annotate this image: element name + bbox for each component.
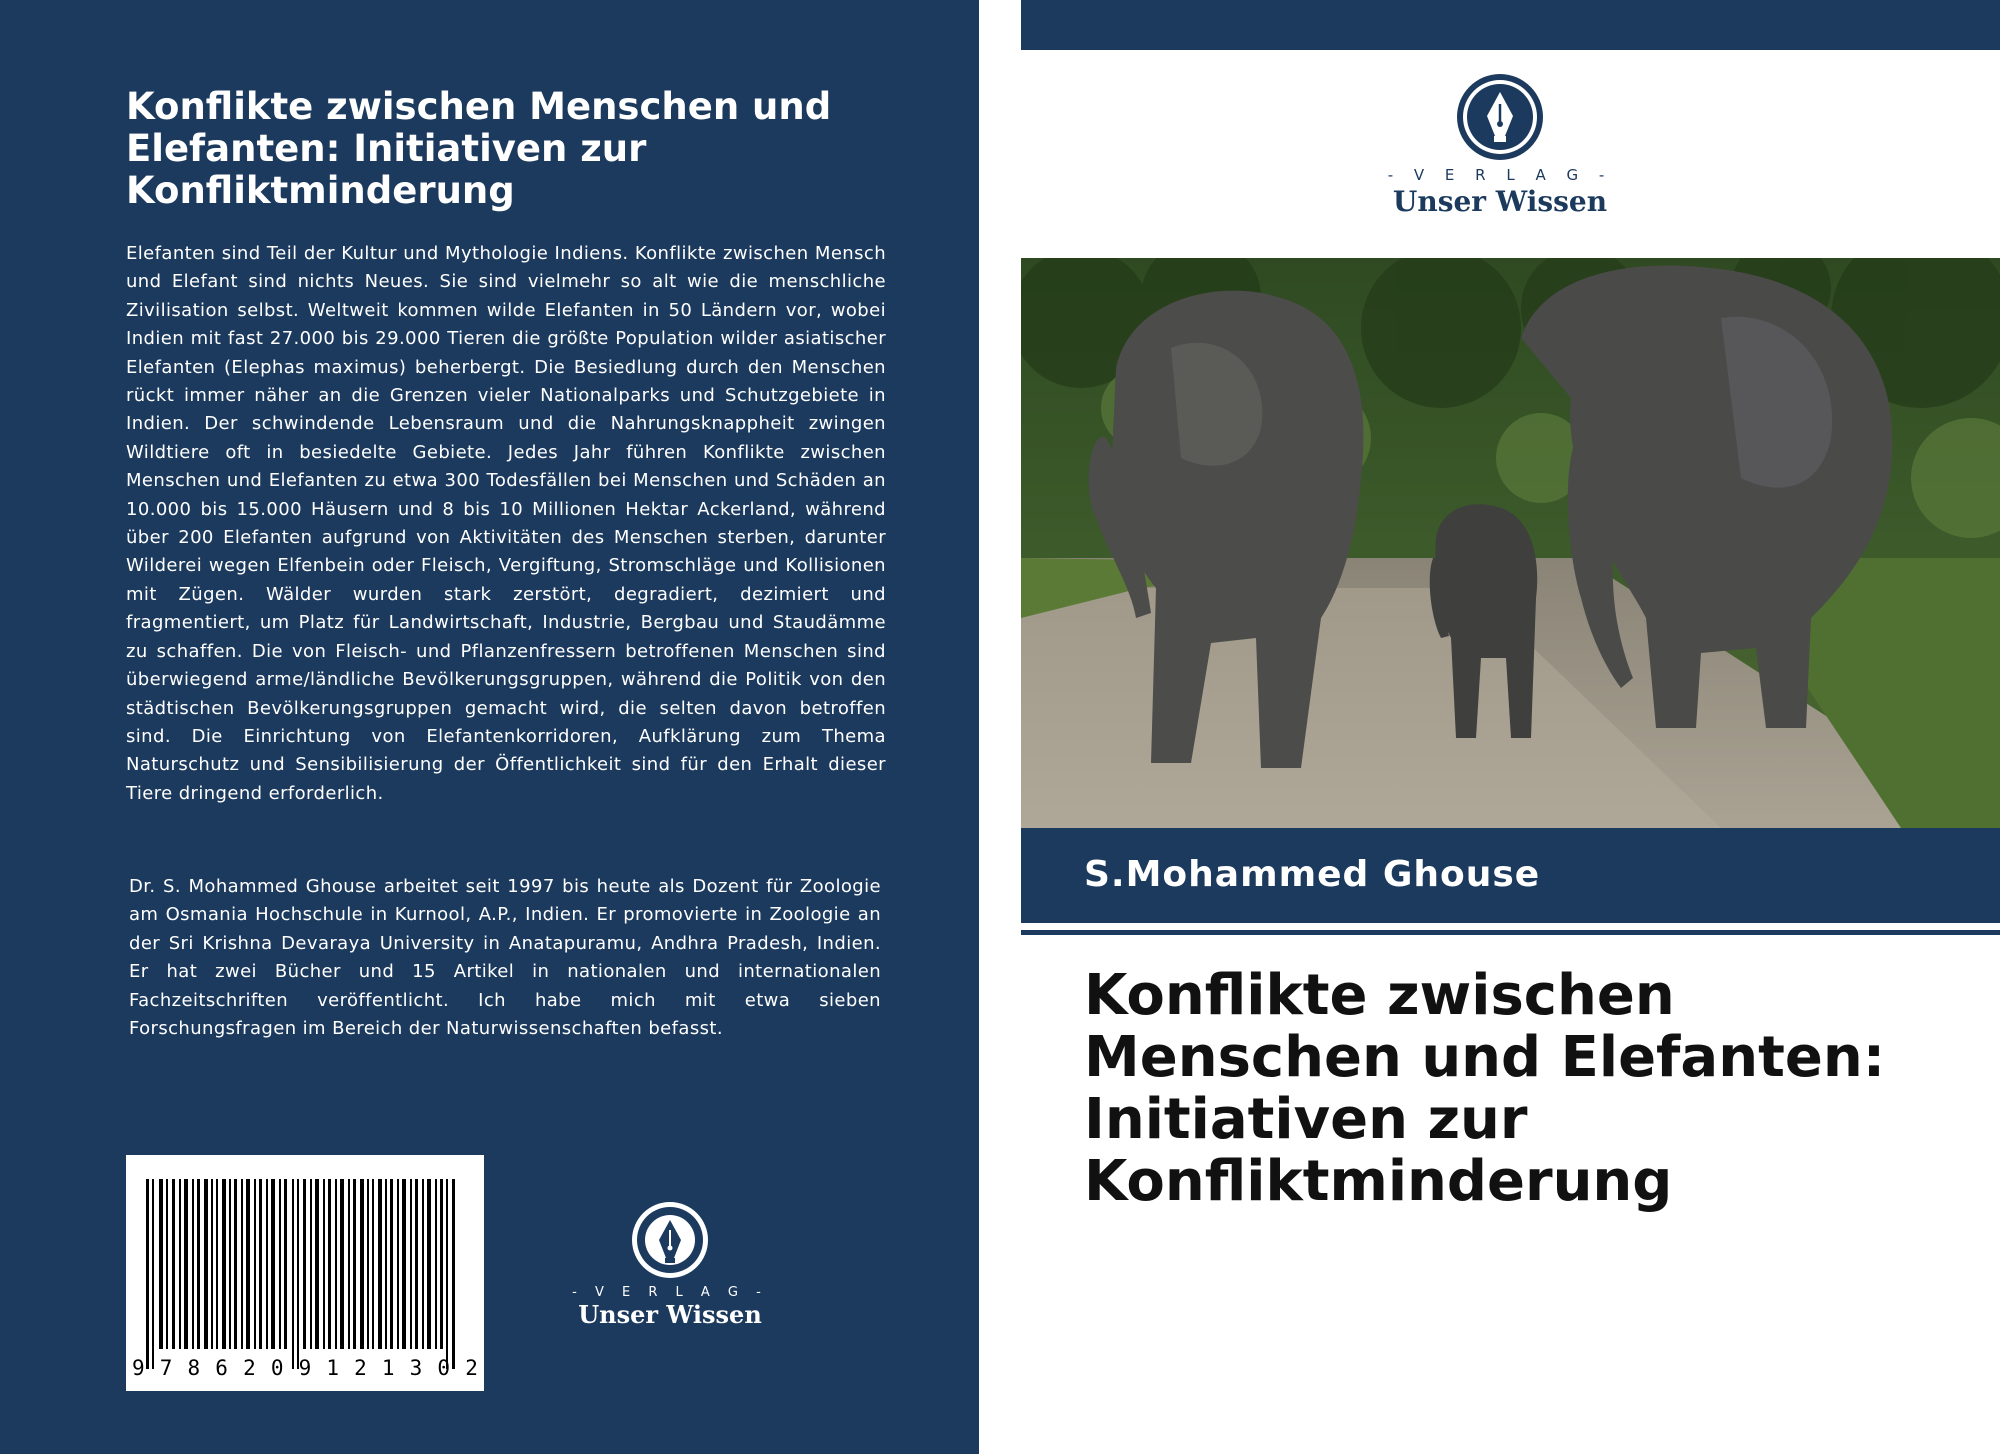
divider <box>1021 930 2000 935</box>
publisher-verlag-label: - V E R L A G - <box>1387 166 1613 184</box>
front-cover-title: Konflikte zwischen Menschen und Elefanten: Initiativen zur Konfliktminderung <box>1084 963 1886 1214</box>
barcode-digit: 1 <box>381 1356 395 1380</box>
pen-nib-logo-icon <box>1455 72 1545 162</box>
front-top-bar <box>1021 0 2000 50</box>
back-cover <box>0 0 979 1454</box>
barcode-digit: 2 <box>243 1356 256 1380</box>
author-band <box>1021 828 2000 923</box>
barcode-digit: 7 <box>159 1356 173 1380</box>
barcode-digit: 2 <box>465 1356 478 1380</box>
back-cover-blurb: Elefanten sind Teil der Kultur und Mythologie Indiens. Konflikte zwischen Mensch und Elefant sind nichts Neues. Sie sind vielmehr so alt wie die menschliche Zivilisation selbst. Weltweit kommen wilde Elefanten in 50 Ländern vor, wobei Indien mit fast 27.000 bis 29.000 Tieren die größte Population wilder asiatischer Elefanten (Elephas maximus) beherbergt. Die Besiedlung durch den Menschen rückt immer näher an die Grenzen vieler Nationalparks und Schutzgebiete in Indien. Der schwindende Lebensraum und die Nahrungsknappheit zwingen Wildtiere oft in besiedelte Gebiete. Jedes Jahr führen Konflikte zwischen Menschen und Elefanten zu etwa 300 Todesfällen bei Menschen und Schäden an 10.000 bis 15.000 Häusern und 8 bis 10 Millionen Hektar Ackerland, während über 200 Elefanten aufgrund von Aktivitäten des Menschen sterben, darunter Wilderei wegen Elfenbein oder Fleisch, Vergiftung, Stromschläge und Kollisionen mit Zügen. Wälder wurden stark zerstört, degradiert, dezimiert und fragmentiert, um Platz für Landwirtschaft, Industrie, Bergbau und Staudämme zu schaffen. Die von Fleisch- und Pflanzenfressern betroffenen Menschen sind überwiegend arme/ländliche Bevölkerungsgruppen, während die Politik von den städtischen Bevölkerungsgruppen gemacht wird, die selten davon betroffen sind. Die Einrichtung von Elefantenkorridoren, Aufklärung zum Thema Naturschutz und Sensibilisierung der Öffentlichkeit sind für den Erhalt dieser Tiere dringend erforderlich. <box>126 243 886 804</box>
publisher-verlag-label: - V E R L A G - <box>572 1285 768 1300</box>
isbn-barcode <box>126 1155 484 1391</box>
barcode-digit: 0 <box>437 1356 451 1380</box>
barcode-digit: 8 <box>187 1356 201 1380</box>
back-cover-title: Konflikte zwischen Menschen und Elefanten: Initiativen zur Konfliktminderung <box>126 85 832 212</box>
author-bio: Dr. S. Mohammed Ghouse arbeitet seit 1997 bis heute als Dozent für Zoologie am Osmania Hochschule in Kurnool, A.P., Indien. Er promovierte in Zoologie an der Sri Krishna Devaraya University in Anatapuramu, Andhra Pradesh, Indien. Er hat zwei Bücher und 15 Artikel in nationalen und internationalen Fachzeitschriften veröffentlicht. Ich habe mich mit etwa sieben Forschungsfragen im Bereich der Naturwissenschaften befasst. <box>129 876 881 1040</box>
pen-nib-logo-icon <box>630 1200 710 1280</box>
publisher-brand: Unser Wissen <box>1392 185 1608 218</box>
publisher-brand: Unser Wissen <box>578 1300 762 1329</box>
back-publisher-logo <box>560 1200 780 1340</box>
author-name: S.Mohammed Ghouse <box>1084 854 1541 895</box>
barcode-digit: 3 <box>409 1356 423 1380</box>
barcode-digit: 1 <box>326 1356 340 1380</box>
barcode-digit: 2 <box>354 1356 367 1380</box>
barcode-digit: 6 <box>215 1356 228 1380</box>
elephant-photo <box>1021 258 2000 828</box>
barcode-digit: 9 <box>132 1356 145 1380</box>
elephant-photo-illustration <box>1021 258 2000 828</box>
barcode-digits <box>132 1357 478 1379</box>
front-publisher-logo <box>1380 72 1620 222</box>
spine-gap <box>979 0 1021 1454</box>
barcode-digit: 0 <box>270 1356 284 1380</box>
barcode-digit: 9 <box>298 1356 312 1380</box>
